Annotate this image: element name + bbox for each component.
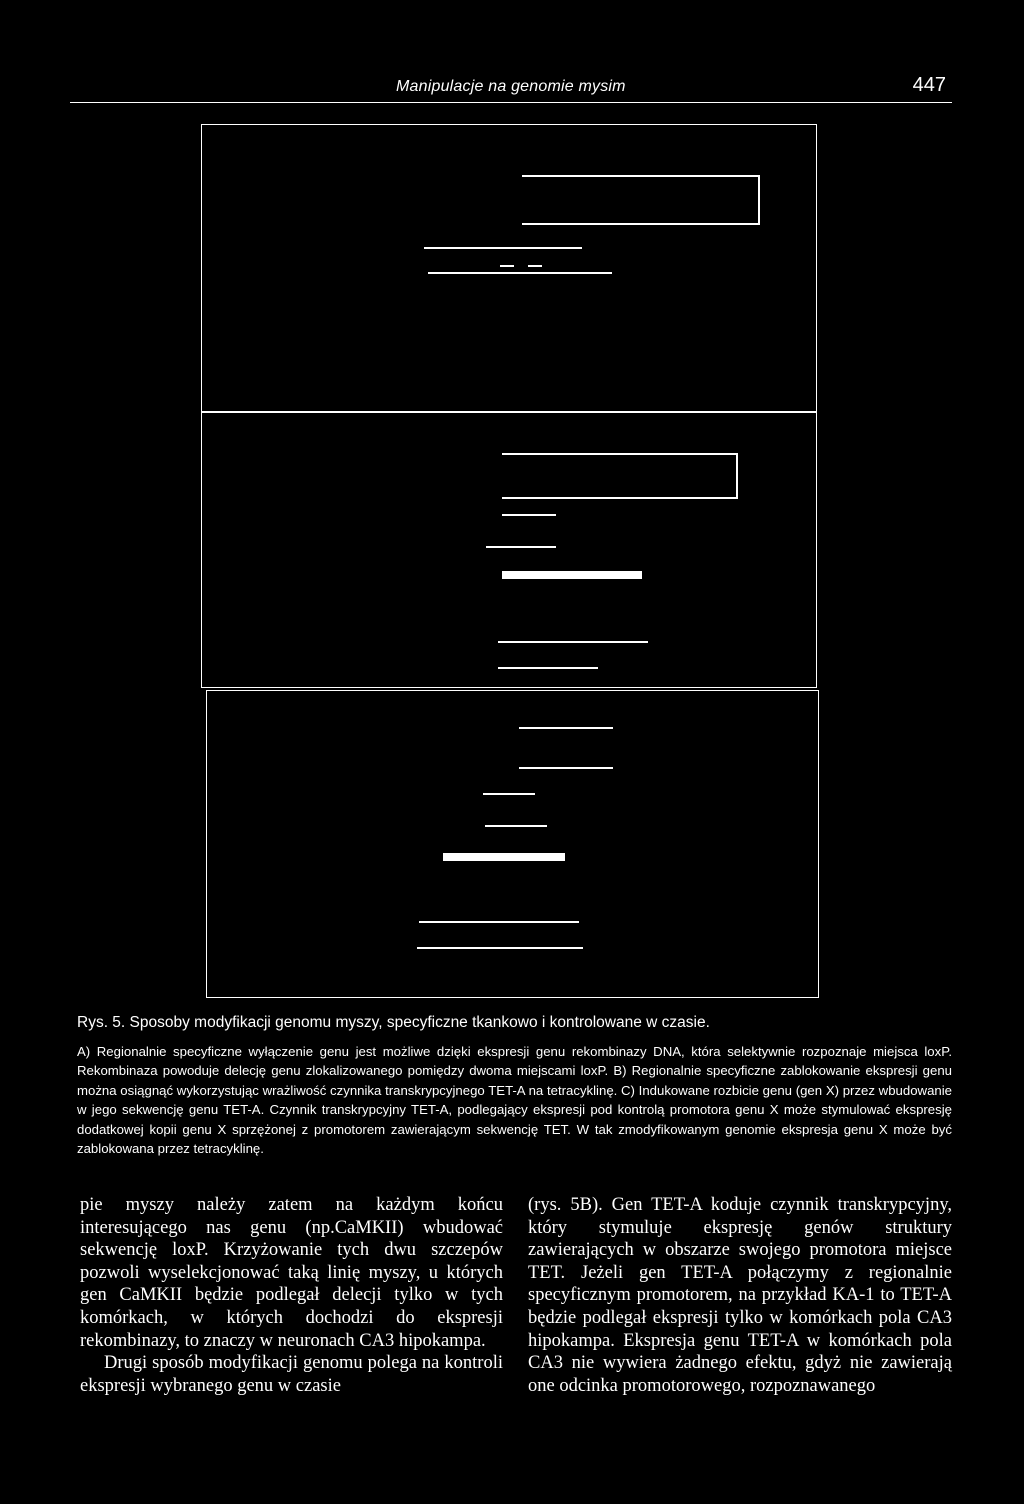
panel-c-line-2 bbox=[519, 767, 613, 769]
panel-c-line-6 bbox=[417, 947, 583, 949]
panel-c-gene-bar bbox=[443, 853, 565, 861]
panel-a-line-1 bbox=[424, 247, 582, 249]
panel-b-box-line bbox=[502, 453, 738, 499]
right-paragraph-1: (rys. 5B). Gen TET-A koduje czynnik transkrypcyjny, który stymuluje ekspresję genów struktury zawierających w obszarze swojego promotora miejsce TET. Jeżeli gen TET-A połączymy z regionalnie specyficznym promotorem, na przykład KA-1 to TET-A będzie podlegał ekspresji tylko w komórkach pola CA3 hipokampa. Ekspresja genu TET-A w komórkach pola CA3 nie wywiera żadnego efektu, gdyż nie zawierają one odcinka promotorowego, rozpoznawanego bbox=[528, 1195, 952, 1396]
figure-caption bbox=[77, 1012, 952, 1158]
panel-c-line-4 bbox=[485, 825, 547, 827]
panel-a-dash-2 bbox=[528, 265, 542, 267]
figure-panel-c bbox=[206, 690, 819, 998]
figure-panel-b bbox=[201, 412, 817, 688]
caption-title: Rys. 5. Sposoby modyfikacji genomu myszy, specyficzne tkankowo i kontrolowane w czasie. bbox=[77, 1014, 710, 1031]
text-column-right bbox=[528, 1194, 952, 1397]
left-paragraph-2: Drugi sposób modyfikacji genomu polega na kontroli ekspresji wybranego genu w czasie bbox=[80, 1353, 503, 1396]
panel-b-line-2 bbox=[486, 546, 556, 548]
panel-a-box-line bbox=[522, 175, 760, 225]
panel-b-line-4 bbox=[498, 667, 598, 669]
panel-a-dash-1 bbox=[500, 265, 514, 267]
panel-b-line-3 bbox=[498, 641, 648, 643]
panel-a-line-2 bbox=[428, 272, 612, 274]
panel-c-line-1 bbox=[519, 727, 613, 729]
panel-c-line-5 bbox=[419, 921, 579, 923]
panel-c-line-3 bbox=[483, 793, 535, 795]
figure-panel-a bbox=[201, 124, 817, 412]
text-column-left bbox=[80, 1194, 503, 1397]
panel-b-line-1 bbox=[502, 514, 556, 516]
caption-body: A) Regionalnie specyficzne wyłączenie genu jest możliwe dzięki ekspresji genu rekombinazy DNA, która selektywnie rozpoznaje miejsca loxP. Rekombinaza powoduje delecję genu zlokalizowanego pomiędzy dwoma miejscami loxP. B) Regionalnie specyficzne zablokowanie ekspresji genu można osiągnąć wykorzystując wrażliwość czynnika transkrypcyjnego TET-A na tetracyklinę. C) Indukowane rozbicie genu (gen X) przez wbudowanie w jego sekwencję genu TET-A. Czynnik transkrypcyjny TET-A, podlegający ekspresji pod kontrolą promotora genu X może stymulować ekspresję dodatkowej kopii genu X sprzężonej z promotorem zawierającym sekwencję TET. W tak zmodyfikowanym genomie ekspresja genu X może być zablokowana przez tetracyklinę. bbox=[77, 1044, 952, 1157]
panel-b-gene-bar bbox=[502, 571, 642, 579]
running-title: Manipulacje na genomie mysim bbox=[396, 78, 626, 95]
left-paragraph-1: pie myszy należy zatem na każdym końcu interesującego nas genu (np.CaMKII) wbudować sekwencję loxP. Krzyżowanie tych dwu szczepów pozwoli wyselekcjonować taką linię myszy, u których gen CaMKII będzie podlegał delecji tylko w tych komórkach, w których dochodzi do ekspresji rekombinazy, to znaczy w neuronach CA3 hipokampa. bbox=[80, 1195, 503, 1351]
page-header bbox=[70, 74, 952, 103]
page-number: 447 bbox=[912, 74, 946, 96]
